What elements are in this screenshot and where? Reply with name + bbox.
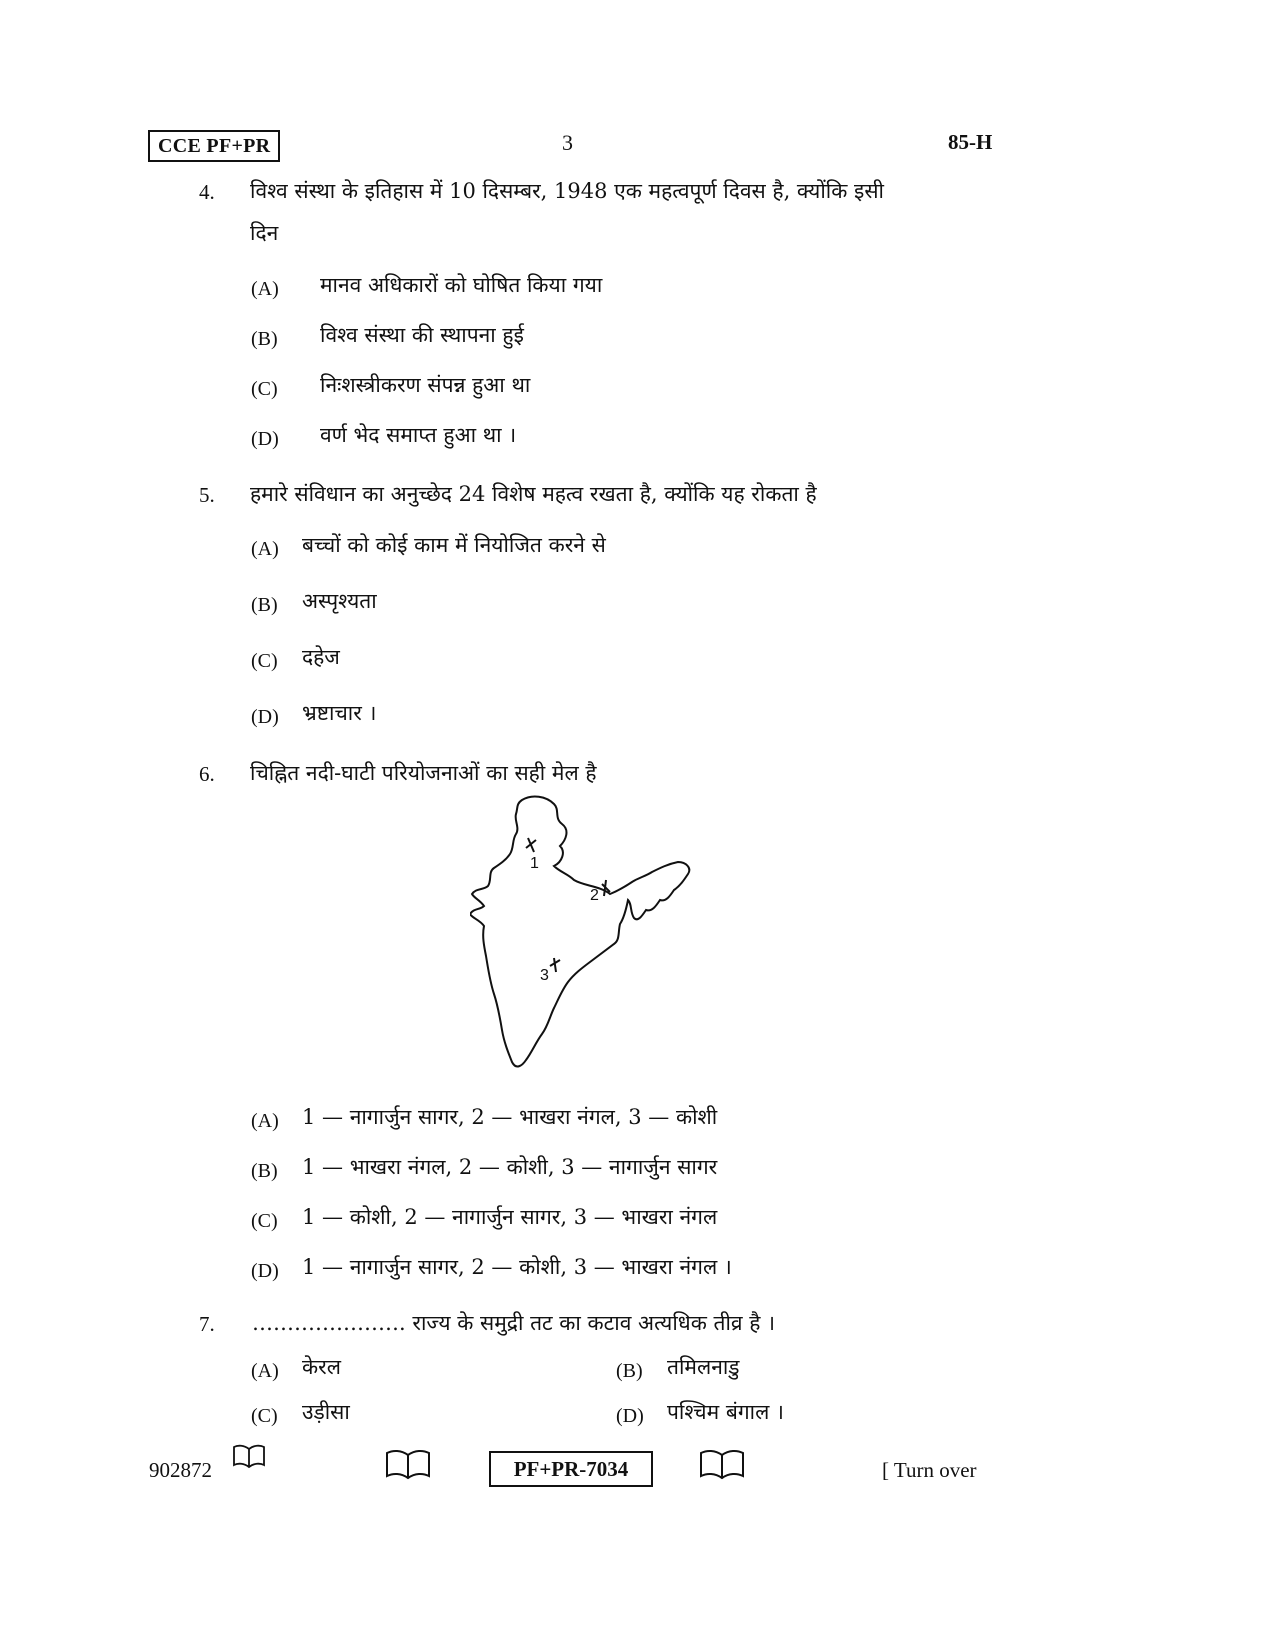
question-number: 5. bbox=[199, 483, 215, 507]
option-label-c: (C) bbox=[251, 1405, 278, 1427]
option-text-b: 1 — भाखरा नंगल, 2 — कोशी, 3 — नागार्जुन सागर bbox=[302, 1155, 718, 1179]
open-book-icon bbox=[700, 1448, 744, 1480]
map-label-2: 2 bbox=[590, 887, 599, 904]
code-box: CCE PF+PR bbox=[148, 130, 280, 162]
option-text-d: वर्ण भेद समाप्त हुआ था । bbox=[320, 423, 517, 447]
open-book-icon bbox=[233, 1443, 265, 1469]
option-label-d: (D) bbox=[251, 428, 279, 450]
option-text-c: उड़ीसा bbox=[302, 1400, 350, 1424]
option-text-d: पश्चिम बंगाल । bbox=[667, 1400, 784, 1424]
question-number: 7. bbox=[199, 1312, 215, 1336]
option-text-c: 1 — कोशी, 2 — नागार्जुन सागर, 3 — भाखरा नंगल bbox=[302, 1205, 718, 1229]
option-label-b: (B) bbox=[251, 1160, 278, 1182]
option-label-a: (A) bbox=[251, 1110, 279, 1132]
option-label-a: (A) bbox=[251, 538, 279, 560]
footer-serial: 902872 bbox=[149, 1458, 212, 1482]
paper-code: 85-H bbox=[948, 130, 993, 154]
option-label-d: (D) bbox=[251, 706, 279, 728]
option-text-b: अस्पृश्यता bbox=[302, 589, 377, 613]
option-text-b: विश्व संस्था की स्थापना हुई bbox=[320, 323, 524, 347]
question-text: विश्व संस्था के इतिहास में 10 दिसम्बर, 1948 एक महत्वपूर्ण दिवस है, क्योंकि इसी bbox=[250, 179, 884, 203]
option-label-a: (A) bbox=[251, 1360, 279, 1382]
option-label-b: (B) bbox=[251, 594, 278, 616]
open-book-icon bbox=[386, 1448, 430, 1480]
india-map-icon bbox=[470, 790, 730, 1080]
option-text-b: तमिलनाडु bbox=[667, 1355, 740, 1379]
question-number: 6. bbox=[199, 762, 215, 786]
paper-code-box: PF+PR-7034 bbox=[489, 1451, 653, 1487]
option-text-a: बच्चों को कोई काम में नियोजित करने से bbox=[302, 533, 606, 557]
option-label-a: (A) bbox=[251, 278, 279, 300]
question-text-cont: दिन bbox=[250, 221, 279, 245]
question-text: हमारे संविधान का अनुच्छेद 24 विशेष महत्व रखता है, क्योंकि यह रोकता है bbox=[250, 482, 817, 506]
option-text-a: केरल bbox=[302, 1355, 341, 1379]
option-label-d: (D) bbox=[616, 1405, 644, 1427]
option-text-c: दहेज bbox=[302, 645, 340, 669]
map-outline bbox=[470, 797, 689, 1067]
option-label-b: (B) bbox=[616, 1360, 643, 1382]
turn-over-note: [ Turn over bbox=[882, 1458, 977, 1482]
question-text: …………………. राज्य के समुद्री तट का कटाव अत्यधिक तीव्र है । bbox=[252, 1311, 776, 1335]
option-text-c: निःशस्त्रीकरण संपन्न हुआ था bbox=[320, 373, 531, 397]
question-text: चिह्नित नदी-घाटी परियोजनाओं का सही मेल है bbox=[250, 761, 597, 785]
option-label-c: (C) bbox=[251, 650, 278, 672]
page-number: 3 bbox=[562, 130, 573, 155]
option-label-b: (B) bbox=[251, 328, 278, 350]
map-label-3: 3 bbox=[540, 967, 549, 984]
question-number: 4. bbox=[199, 180, 215, 204]
option-text-a: मानव अधिकारों को घोषित किया गया bbox=[320, 273, 603, 297]
option-label-c: (C) bbox=[251, 378, 278, 400]
option-label-d: (D) bbox=[251, 1260, 279, 1282]
map-label-1: 1 bbox=[530, 855, 539, 872]
marker-3-cross bbox=[550, 958, 560, 972]
option-text-d: 1 — नागार्जुन सागर, 2 — कोशी, 3 — भाखरा नंगल । bbox=[302, 1255, 732, 1279]
option-text-d: भ्रष्टाचार । bbox=[302, 701, 377, 725]
option-label-c: (C) bbox=[251, 1210, 278, 1232]
marker-1-cross bbox=[526, 838, 536, 852]
option-text-a: 1 — नागार्जुन सागर, 2 — भाखरा नंगल, 3 — कोशी bbox=[302, 1105, 718, 1129]
